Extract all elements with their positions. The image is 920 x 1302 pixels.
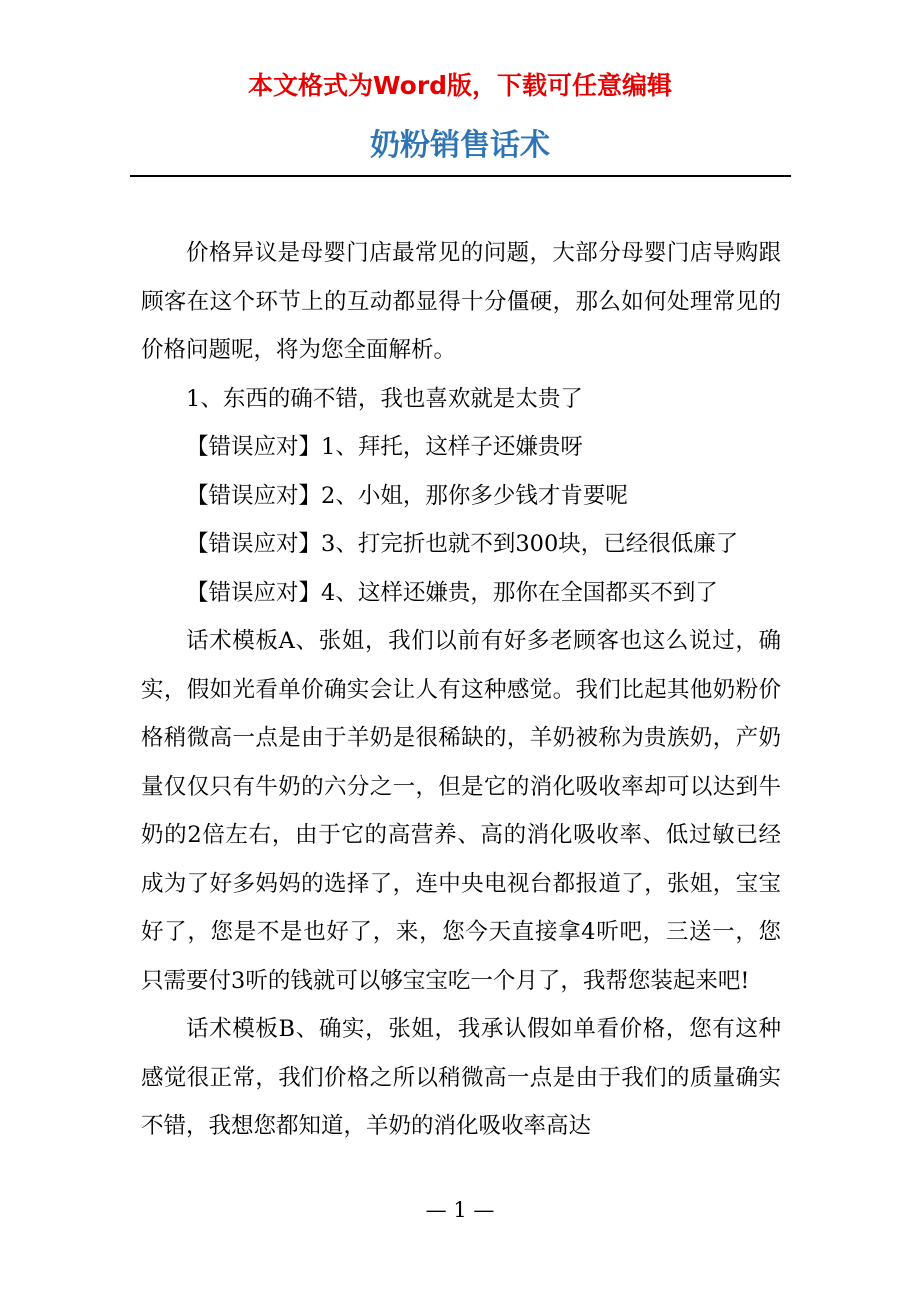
paragraph-intro: 价格异议是母婴门店最常见的问题，大部分母婴门店导购跟顾客在这个环节上的互动都显得十分僵硬，那么如何处理常见的价格问题呢，将为您全面解析。: [141, 240, 781, 363]
paragraph-template-b: 话术模板B、确实，张姐，我承认假如单看价格，您有这种感觉很正常，我们价格之所以稍微高一点是由于我们的质量确实不错，我想您都知道，羊奶的消化吸收率高达: [141, 1016, 781, 1139]
document-title: 奶粉销售话术: [370, 128, 550, 163]
title-divider: [130, 175, 791, 177]
paragraph-objection-1: 1、东西的确不错，我也喜欢就是太贵了: [186, 385, 583, 412]
paragraph-template-a: 话术模板A、张姐，我们以前有好多老顾客也这么说过，确实，假如光看单价确实会让人有这种感觉。我们比起其他奶粉价格稍微高一点是由于羊奶是很稀缺的，羊奶被称为贵族奶，产奶量仅仅只有牛奶的六分之一，但是它的消化吸收率却可以达到牛奶的2倍左右，由于它的高营养、高的消化吸收率、低过敏已经成为了好多妈妈的选择了，连中央电视台都报道了，张姐，宝宝好了，您是不是也好了，来，您今天直接拿4听吧，三送一，您只需要付3听的钱就可以够宝宝吃一个月了，我帮您装起来吧!: [141, 628, 781, 994]
format-notice: 本文格式为Word版，下载可任意编辑: [247, 71, 673, 100]
paragraph-wrong-response-4: 【错误应对】4、这样还嫌贵，那你在全国都买不到了: [186, 579, 718, 606]
paragraph-wrong-response-3: 【错误应对】3、打完折也就不到300块，已经很低廉了: [186, 531, 739, 557]
page-number: — 1 —: [425, 1198, 495, 1222]
document-body: [141, 229, 781, 1151]
paragraph-wrong-response-1: 【错误应对】1、拜托，这样子还嫌贵呀: [186, 434, 583, 460]
paragraph-wrong-response-2: 【错误应对】2、小姐，那你多少钱才肯要呢: [186, 482, 628, 509]
